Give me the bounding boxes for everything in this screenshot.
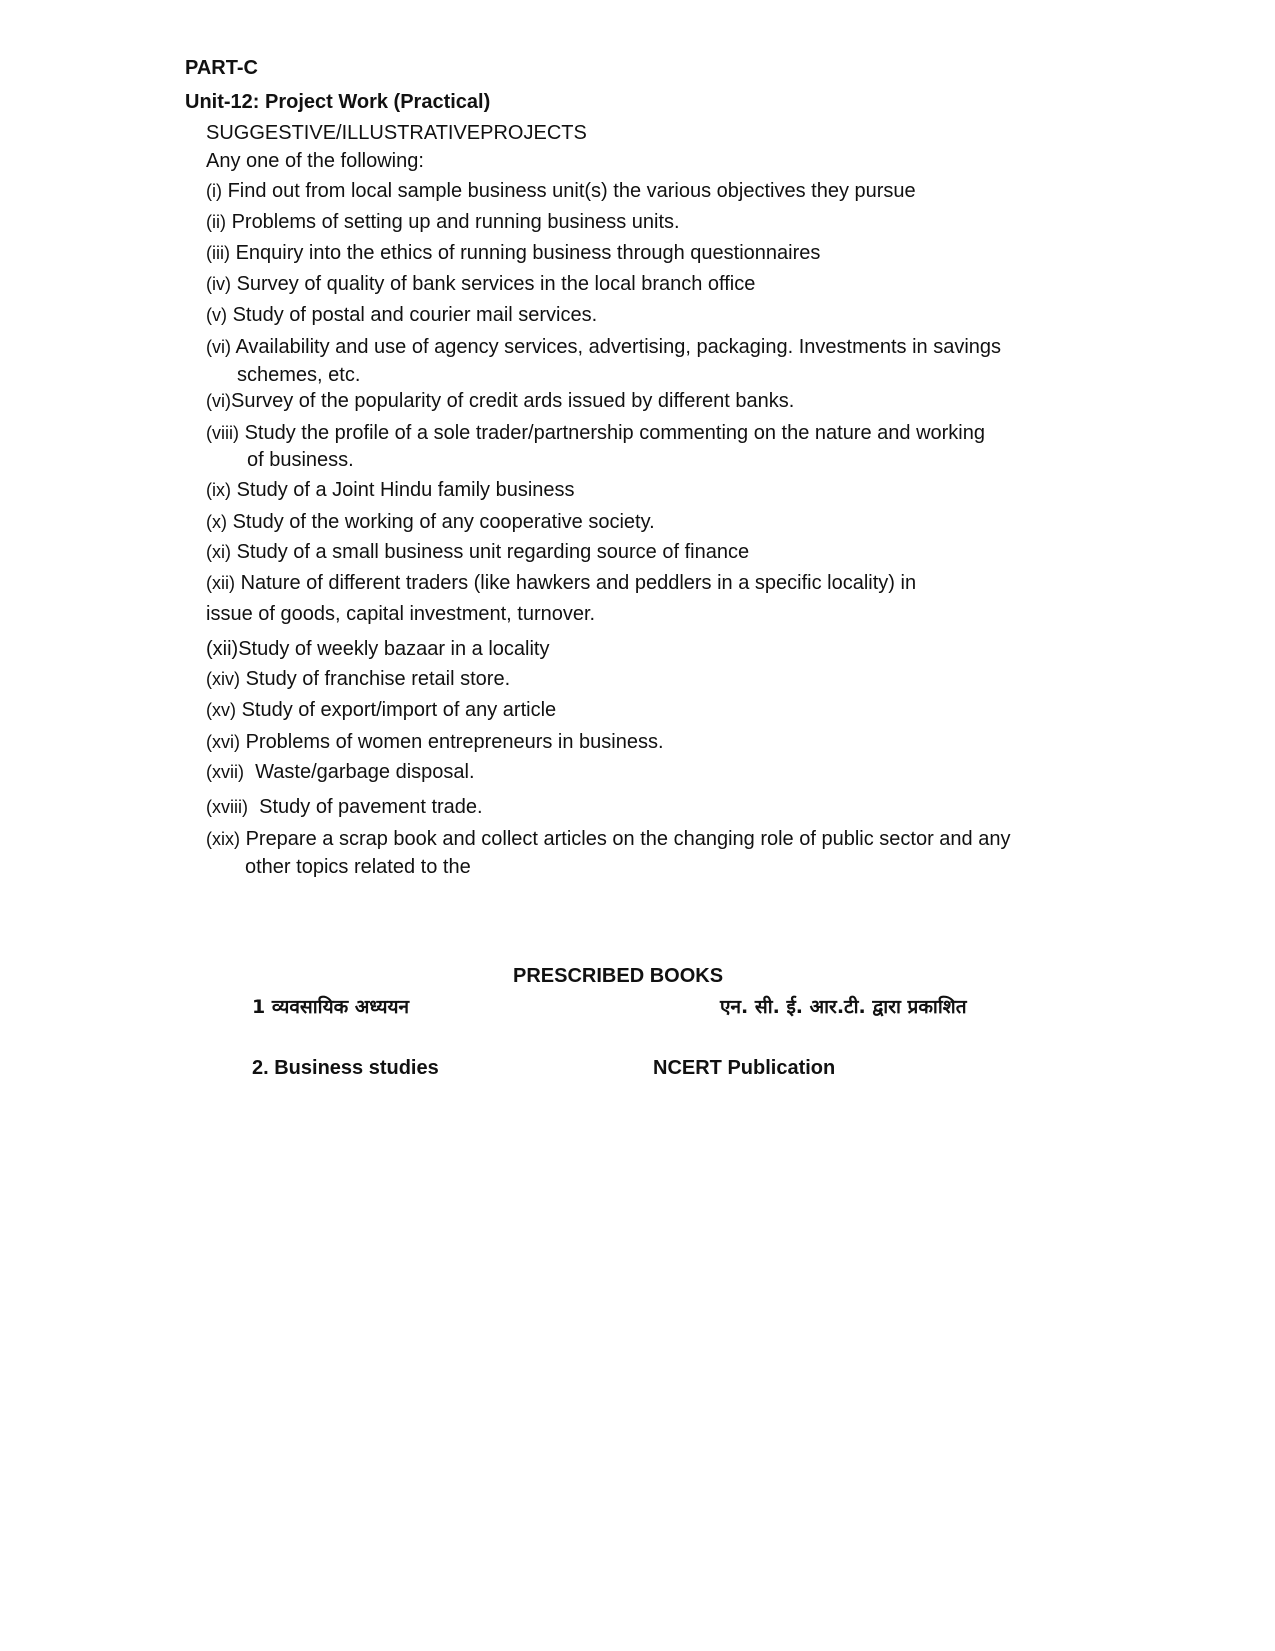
item-text: Prepare a scrap book and collect articles on the changing role of public sector and any [245, 828, 1011, 850]
list-item [206, 508, 655, 536]
list-item [206, 333, 1001, 361]
item-text: Enquiry into the ethics of running business through questionnaires [235, 242, 821, 264]
item-text: Find out from local sample business unit(s) the various objectives they pursue [227, 180, 916, 202]
item-number: (xvi) [206, 732, 240, 752]
item-text: Availability and use of agency services, advertising, packaging. Investments in savings [235, 336, 1002, 358]
list-item [206, 177, 916, 205]
item-number: (xv) [206, 700, 236, 720]
item-number: (xii) [206, 573, 235, 593]
item-text: Nature of different traders (like hawkers and peddlers in a specific locality) in [240, 572, 917, 594]
item-number: (xviii) [206, 797, 248, 817]
book-publisher: NCERT Publication [653, 1057, 836, 1079]
item-number: (i) [206, 181, 222, 201]
item-text: Problems of women entrepreneurs in business. [245, 731, 664, 753]
item-number: (xi) [206, 542, 231, 562]
item-text: Waste/garbage disposal. [255, 761, 475, 783]
book-publisher: एन. सी. ई. आर.टी. द्वारा प्रकाशित [720, 996, 967, 1018]
item-text: Problems of setting up and running business units. [231, 211, 680, 233]
list-item [206, 758, 475, 786]
list-item [206, 208, 680, 236]
list-item [206, 825, 1010, 853]
item-number: (xiv) [206, 669, 240, 689]
item-text: Study the profile of a sole trader/partnership commenting on the nature and working [244, 422, 985, 444]
item-number: (ii) [206, 212, 226, 232]
item-text: Study of franchise retail store. [245, 668, 511, 690]
list-item [206, 635, 550, 663]
item-text: Study of export/import of any article [241, 699, 557, 721]
item-text: Study of the working of any cooperative society. [232, 511, 655, 533]
item-text: Survey of quality of bank services in the local branch office [236, 273, 756, 295]
item-text: Study of pavement trade. [259, 796, 483, 818]
unit-heading: Unit-12: Project Work (Practical) [185, 91, 491, 113]
list-item [206, 569, 916, 597]
item-text: Study of postal and courier mail services. [232, 304, 598, 326]
list-item [206, 728, 664, 756]
list-item [206, 270, 755, 298]
list-item-continuation: issue of goods, capital investment, turnover. [206, 603, 596, 625]
list-item [206, 665, 510, 693]
list-item [206, 419, 985, 447]
item-number: (iii) [206, 243, 230, 263]
list-item [206, 476, 575, 504]
item-number: (xvii) [206, 762, 244, 782]
prescribed-books-heading: PRESCRIBED BOOKS [513, 965, 724, 987]
list-item [206, 301, 597, 329]
item-text: Study of a Joint Hindu family business [236, 479, 575, 501]
book-title: 1 व्यवसायिक अध्ययन [252, 996, 410, 1018]
list-item-continuation: schemes, etc. [237, 364, 361, 386]
item-number: (vi) [206, 337, 231, 357]
list-item-continuation: of business. [247, 449, 354, 471]
item-number: (xix) [206, 829, 240, 849]
list-item [206, 239, 820, 267]
list-item [206, 538, 749, 566]
list-item [206, 793, 483, 821]
projects-intro: Any one of the following: [206, 150, 424, 172]
list-item [206, 696, 556, 724]
item-number: (ix) [206, 480, 231, 500]
item-number: (vi) [206, 391, 231, 411]
item-number: (viii) [206, 423, 239, 443]
item-number: (x) [206, 512, 227, 532]
item-number: (xii) [206, 638, 239, 660]
item-number: (v) [206, 305, 227, 325]
item-text: Study of weekly bazaar in a locality [238, 638, 550, 660]
list-item [206, 387, 794, 415]
projects-heading: SUGGESTIVE/ILLUSTRATIVEPROJECTS [206, 122, 587, 144]
item-number: (iv) [206, 274, 231, 294]
list-item-continuation: other topics related to the [245, 856, 471, 878]
item-text: Survey of the popularity of credit ards issued by different banks. [231, 390, 795, 412]
part-heading: PART-C [185, 57, 258, 79]
book-title: 2. Business studies [252, 1057, 439, 1079]
item-text: Study of a small business unit regarding source of finance [236, 541, 750, 563]
